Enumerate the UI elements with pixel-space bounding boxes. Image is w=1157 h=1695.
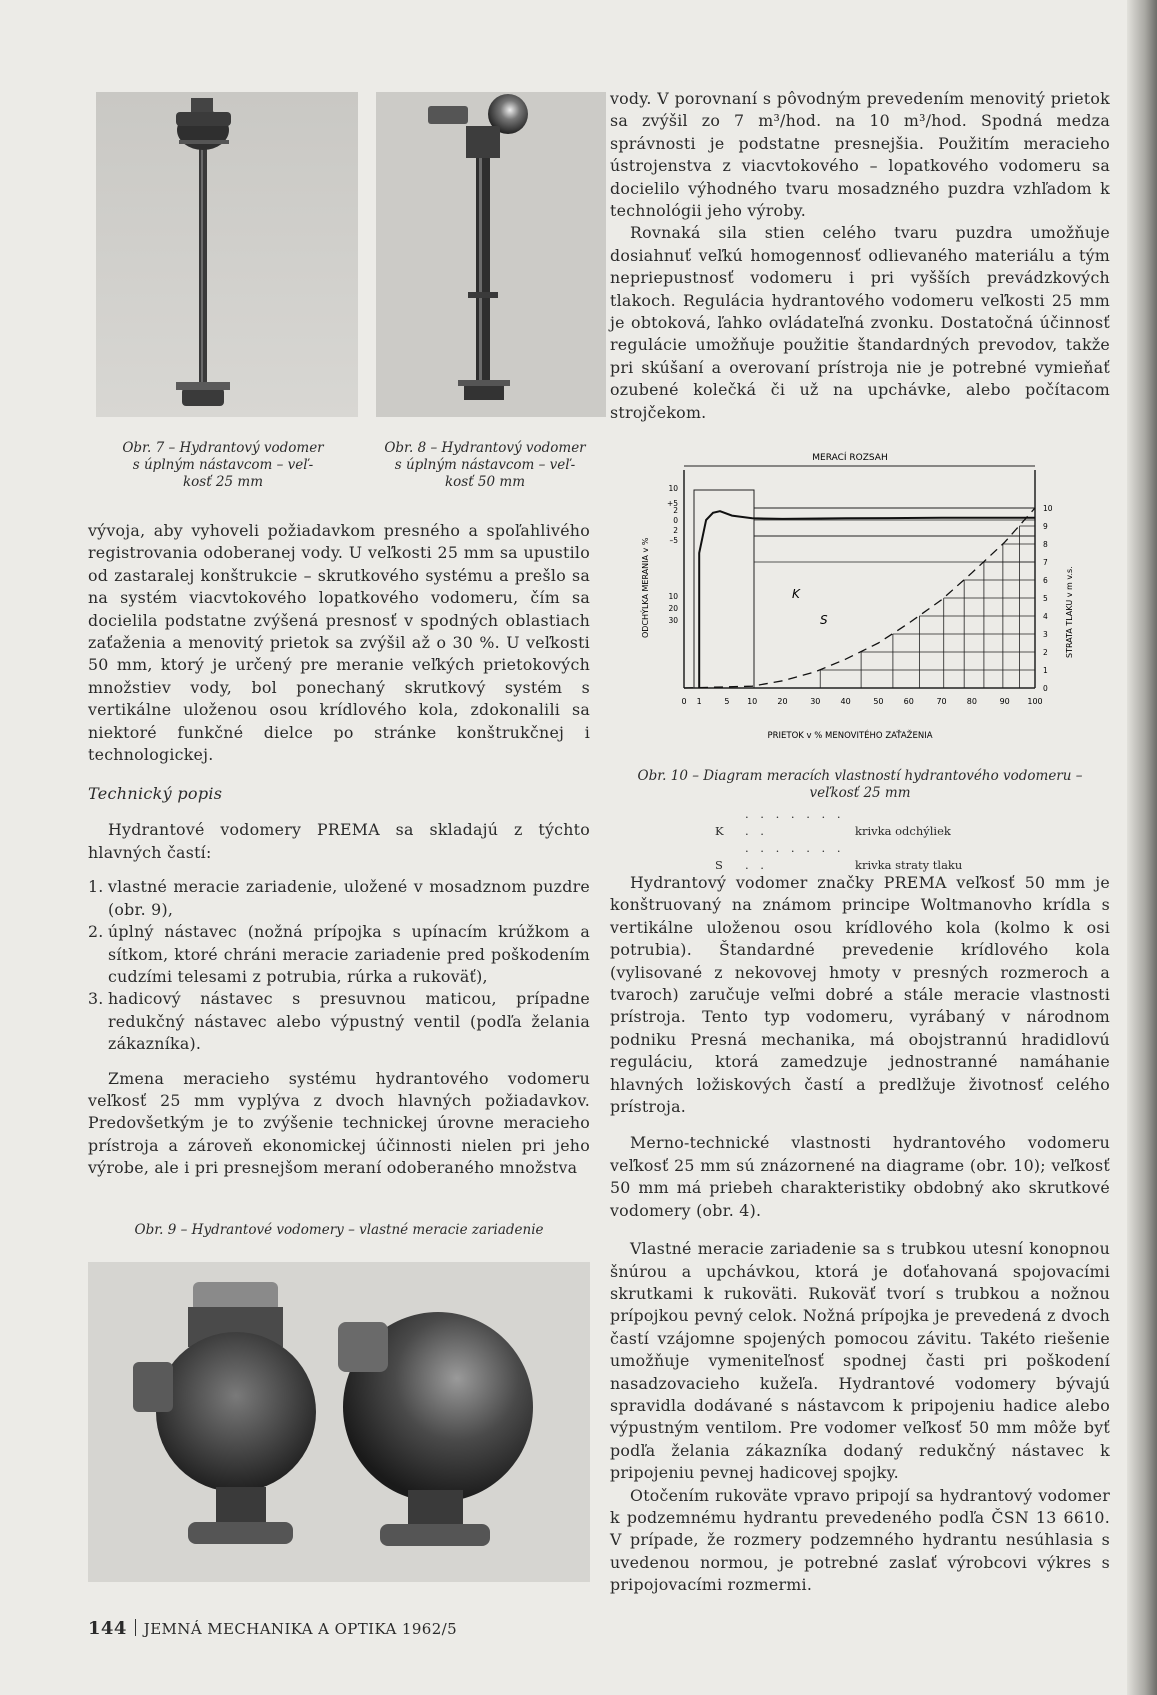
fig8-photo <box>376 92 606 417</box>
page-footer <box>88 1618 457 1639</box>
step-line <box>944 598 1035 688</box>
left-para-2: Hydrantové vodomery PREMA sa skladajú z týchto hlavných častí: <box>88 820 590 862</box>
y-left-tick-label: 2 <box>673 506 678 515</box>
right-para-6: Otočením rukoväte vpravo pripojí sa hydrantový vodomer k podzemnému hydrantu prevedeného podľa ČSN 13 6610. V prípade, že rozmery podzemného hydrantu nesúhlasia s uvedenou normou, je potrebné zaslať výrobcovi výkres s pripojovacími rozmermi. <box>610 1485 1110 1595</box>
list-item <box>88 988 590 1055</box>
fig8-caption <box>364 440 606 491</box>
y-right-tick-label: 10 <box>1043 504 1053 513</box>
chart-ylabel-right: STRATA TLAKU v m v.s. <box>1065 566 1074 658</box>
x-tick-label: 90 <box>999 697 1010 706</box>
section-heading: Technický popis <box>88 784 223 804</box>
x-tick-labels <box>681 697 1042 706</box>
legend-item <box>715 806 1110 840</box>
x-tick-label: 70 <box>936 697 947 706</box>
y-right-tick-label: 5 <box>1043 594 1048 603</box>
right-column <box>610 88 1110 424</box>
y-left-tick-label: +5 <box>666 499 678 508</box>
fig8-caption-line1: Obr. 8 – Hydrantový vodomer <box>384 440 586 456</box>
y-right-tick-label: 1 <box>1043 666 1048 675</box>
list-item <box>88 921 590 988</box>
fig10-caption-block <box>610 768 1110 874</box>
x-tick-label: 20 <box>777 697 788 706</box>
fig8-caption-line2: s úplným nástavcom – veľ- <box>394 457 576 473</box>
fig7-caption-line3: kosť 25 mm <box>182 474 264 490</box>
y-left-tick-label: 2 <box>673 526 678 535</box>
right-para-1: vody. V porovnaní s pôvodným prevedením menovitý prietok sa zvýšil zo 7 m³/hod. na 10 m³/hod. Spodná medza správnosti je podstatne presnejšia. Použitím meracieho ústrojenstva z viacvtokového – lopatkového vodomeru sa docielilo výhodného tvaru mosadzného puzdra vzhľadom k technológii jeho výroby. <box>610 89 1110 221</box>
fig9-caption: Obr. 9 – Hydrantové vodomery – vlastné meracie zariadenie <box>134 1222 544 1238</box>
fig7-photo <box>96 92 358 417</box>
right-para-5: Vlastné meracie zariadenie sa s trubkou utesní konopnou šnúrou a upchávkou, ktorá je doťahovaná spojovacími skrutkami k rukoväti. Rukoväť tvorí s trubkou a nožnou prípojkou pevný celok. Nožná prípojka je prevedená z dvoch častí vzájomne spojených pomocou závitu. Takéto riešenie umožňuje vymeniteľnosť spodnej časti pri poškodení nasadzovacieho kužeľa. Hydrantové vodomery bývajú spravidla dodávané s nástavcom k pripojeniu hadice alebo výpustným ventilom. Pre vodomer veľkosť 50 mm môže byť podľa želania zákazníka dodaný redukčný nástavec k pripojeniu pevnej hadicovej spojky. <box>610 1239 1110 1483</box>
fig7-caption <box>88 440 358 491</box>
footer-separator <box>135 1619 136 1636</box>
x-tick-label: 40 <box>840 697 851 706</box>
legend-label: krivka straty tlaku <box>855 858 963 872</box>
x-tick-label: 80 <box>966 697 977 706</box>
left-column <box>88 520 590 1180</box>
y-right-tick-label: 3 <box>1043 630 1048 639</box>
y-left-tick-label: 0 <box>673 516 678 525</box>
fig8-caption-line3: kosť 50 mm <box>444 474 526 490</box>
y-left-tick-label: 10 <box>668 592 678 601</box>
series-s-label: S <box>820 613 828 627</box>
y-left-tick-label: 10 <box>668 484 678 493</box>
step-grid <box>820 526 1035 688</box>
list-item-text: hadicový nástavec s presuvnou maticou, prípadne redukčný nástavec alebo výpustný ventil (podľa želania zákazníka). <box>108 989 590 1054</box>
legend-dots: . . . . . . . . . <box>745 841 845 872</box>
fig7-caption-line2: s úplným nástavcom – veľ- <box>132 457 314 473</box>
y-right-tick-label: 0 <box>1043 684 1048 693</box>
journal-name: JEMNÁ MECHANIKA A OPTIKA 1962/5 <box>143 1620 458 1638</box>
y-right-tick-label: 8 <box>1043 540 1048 549</box>
y-left-tick-labels <box>667 484 678 625</box>
fig9-photo <box>88 1262 590 1582</box>
parts-list <box>88 876 590 1055</box>
left-para-3: Zmena meracieho systému hydrantového vodomeru veľkosť 25 mm vyplýva z dvoch hlavných požiadavkov. Predovšetkým je to zvýšenie technickej úrovne meracieho prístroja a zároveň ekonomickej účinnosti nielen pri jeho výrobe, ale i pri presnejšom meraní odoberaného množstva <box>88 1068 590 1178</box>
y-right-tick-label: 6 <box>1043 576 1048 585</box>
chart-xlabel: PRIETOK v % MENOVITÉHO ZAŤAŽENIA <box>767 731 933 741</box>
x-tick-label: 60 <box>903 697 914 706</box>
x-tick-label: 0 <box>681 697 687 706</box>
right-para-2: Rovnaká sila stien celého tvaru puzdra umožňuje dosiahnuť veľkú homogennosť odlievaného materiálu a tým nepriepustnosť vodomeru i pri vyšších prevádzkových tlakoch. Regulácia hydrantového vodomeru veľkosti 25 mm je obtoková, ľahko ovládateľná zvonku. Dostatočná účinnosť regulácie umožňuje použitie štandardných prevodov, takže pri skúšaní a overovaní prístroja nie je potrebné vymieňať ozubené kolečká či už na upchávke, alebo počítacom strojčekom. <box>610 223 1110 422</box>
legend-key: K <box>715 824 724 838</box>
y-left-tick-label: 30 <box>668 616 678 625</box>
y-left-tick-label: –5 <box>669 536 678 545</box>
series-k-label: K <box>792 587 800 601</box>
page-number: 144 <box>88 1618 127 1639</box>
tolerance-box-high <box>754 508 1035 536</box>
list-item-number: 1. <box>88 877 104 897</box>
y-left-tick-label: 20 <box>668 604 678 613</box>
chart-svg <box>640 448 1080 748</box>
chart-ylabel-left: ODCHÝLKA MERANIA v % <box>641 537 650 638</box>
list-item-text: vlastné meracie zariadenie, uložené v mosadznom puzdre (obr. 9), <box>108 877 590 919</box>
x-tick-label: 100 <box>1027 697 1043 706</box>
legend-item <box>715 840 1110 874</box>
y-right-tick-label: 4 <box>1043 612 1048 621</box>
fig10-chart <box>640 448 1080 748</box>
x-tick-label: 10 <box>747 697 758 706</box>
tolerance-box-low <box>694 490 754 688</box>
x-tick-label: 30 <box>810 697 821 706</box>
y-right-tick-label: 7 <box>1043 558 1048 567</box>
x-tick-label: 1 <box>696 697 702 706</box>
page-edge-shadow <box>1127 0 1157 1695</box>
x-tick-label: 5 <box>724 697 730 706</box>
list-item <box>88 876 590 921</box>
fig10-caption-line1: Obr. 10 – Diagram meracích vlastností hydrantového vodomeru – <box>637 768 1083 784</box>
y-right-tick-label: 9 <box>1043 522 1048 531</box>
fig10-caption-line2: veľkosť 25 mm <box>809 785 911 801</box>
y-right-tick-labels <box>1043 504 1053 693</box>
list-item-text: úplný nástavec (nožná prípojka s upínacím krúžkom a sítkom, ktoré chráni meracie zariadenie pred poškodením cudzími telesami z potrubia, rúrka a rukoväť), <box>108 922 590 986</box>
fig7-caption-line1: Obr. 7 – Hydrantový vodomer <box>122 440 324 456</box>
step-line <box>1019 526 1035 688</box>
chart-legend <box>715 806 1110 874</box>
legend-dots: . . . . . . . . . <box>745 807 845 838</box>
right-para-4: Merno-technické vlastnosti hydrantového vodomeru veľkosť 25 mm sú znázornené na diagrame (obr. 10); veľkosť 50 mm má priebeh charakteristiky obdobný ako skrutkové vodomery (obr. 4). <box>610 1133 1110 1220</box>
left-para-1: vývoja, aby vyhoveli požiadavkom presného a spoľahlivého registrovania odoberanej vody. U veľkosti 25 mm sa upustilo od zastaralej konštrukcie – skrutkového systému a prešlo sa na systém viacvtokového lopatkového vodomeru, čím sa docielila podstatne zvýšená presnosť v spodných oblastiach zaťaženia a menovitý prietok sa zvýšil až o 30 %. U veľkosti 50 mm, ktorý je určený pre meranie veľkých prietokových množstiev vody, bol ponechaný skrutkový systém s vertikálne uloženou osou krídlového kola, zdokonalili sa niektoré funkčné dielce po stránke konštrukčnej i technologickej. <box>88 521 590 765</box>
legend-key: S <box>715 858 723 872</box>
list-item-number: 2. <box>88 922 104 942</box>
right-column-lower <box>610 872 1110 1597</box>
list-item-number: 3. <box>88 989 104 1009</box>
y-right-tick-label: 2 <box>1043 648 1048 657</box>
step-line <box>984 562 1035 688</box>
legend-label: krivka odchýliek <box>855 824 951 838</box>
right-para-3: Hydrantový vodomer značky PREMA veľkosť 50 mm je konštruovaný na známom principe Woltmanovho krídla s vertikálne uloženou osou krídlového kola (kolmo k osi potrubia). Štandardné prevedenie krídlového kola (vylisované z nekovovej hmoty v presných rozmeroch a tvaroch) zaručuje veľmi dobré a stále meracie vlastnosti prístroja. Tento typ vodomeru, vyrábaný v národnom podniku Presná mechanika, má obojstrannú hradidlovú reguláciu, ktorá zamedzuje jednostranné namáhanie hlavných ložiskových častí a predlžuje životnosť celého prístroja. <box>610 873 1110 1117</box>
x-tick-label: 50 <box>873 697 884 706</box>
chart-title: MERACÍ ROZSAH <box>812 453 888 463</box>
series-k-line <box>699 511 1035 688</box>
